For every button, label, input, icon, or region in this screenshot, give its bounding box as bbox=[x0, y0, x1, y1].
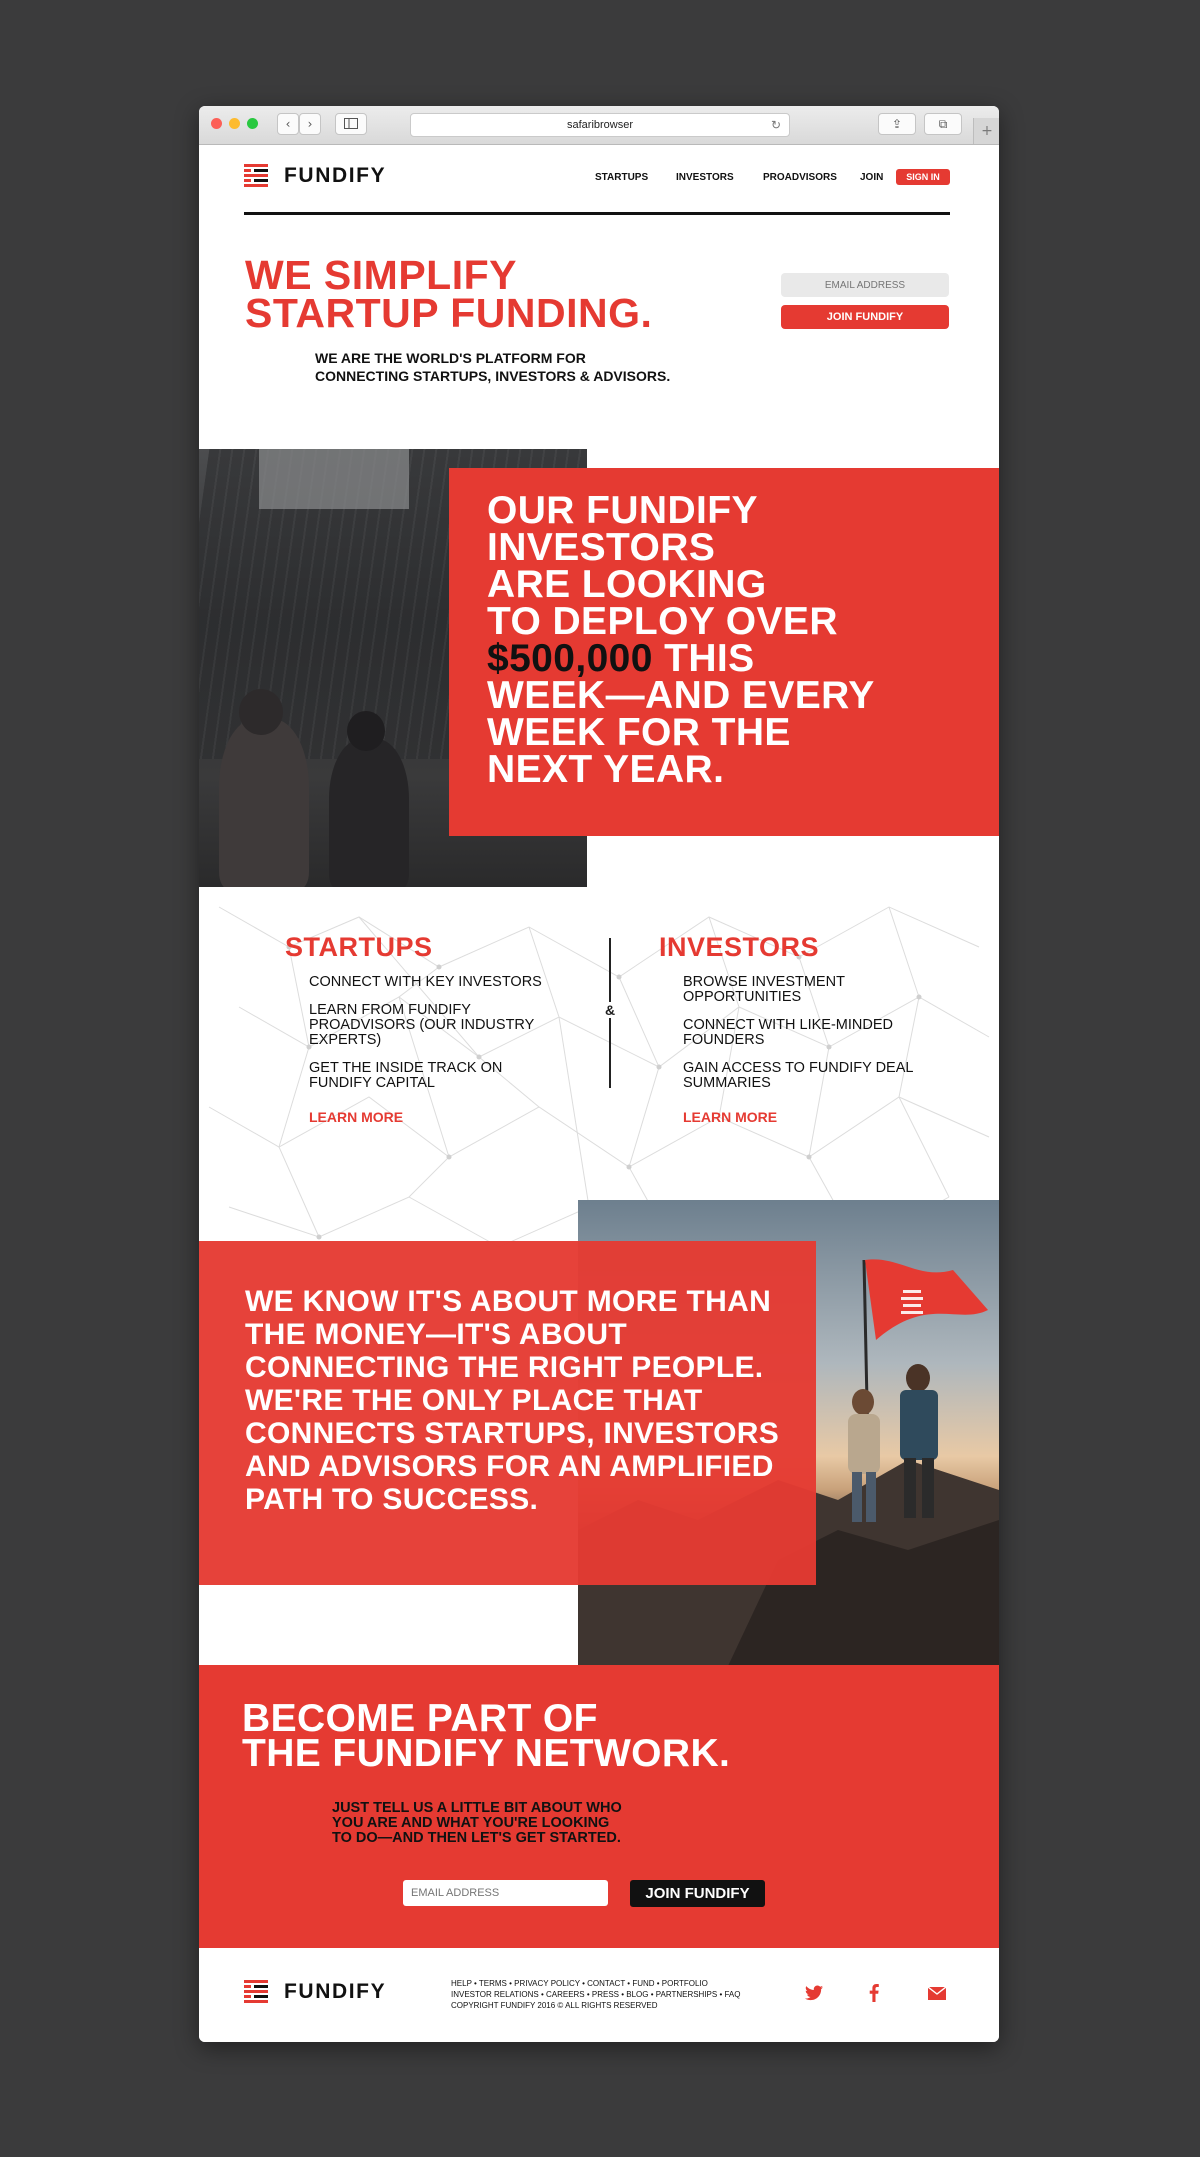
investors-list bbox=[683, 975, 953, 1104]
browser-window bbox=[199, 106, 999, 2042]
hero-subtitle bbox=[315, 349, 735, 385]
share-button[interactable]: ⇪ bbox=[878, 113, 916, 135]
list-item: BROWSE INVESTMENT OPPORTUNITIES bbox=[683, 974, 845, 1005]
zoom-window-button[interactable] bbox=[247, 118, 258, 129]
nav-links bbox=[570, 169, 950, 187]
footer-logo[interactable] bbox=[244, 1978, 387, 2004]
join-section bbox=[199, 1665, 999, 1948]
nav-link-proadvisors[interactable]: PROADVISORS bbox=[763, 172, 837, 183]
tabs-button[interactable]: ⧉ bbox=[924, 113, 962, 135]
hero-title bbox=[245, 252, 765, 336]
logo-mark-icon bbox=[244, 1980, 270, 2004]
investor-quote-panel bbox=[449, 468, 999, 836]
list-item: CONNECT WITH KEY INVESTORS bbox=[309, 974, 542, 990]
close-window-button[interactable] bbox=[211, 118, 222, 129]
logo-wordmark: FUNDIFY bbox=[284, 1980, 387, 2003]
list-item: LEARN FROM FUNDIFY PROADVISORS (OUR INDUSTRY EXPERTS) bbox=[309, 1002, 535, 1048]
address-bar[interactable] bbox=[410, 113, 790, 137]
footer-links-row[interactable]: INVESTOR RELATIONS • CAREERS • PRESS • BLOG • PARTNERSHIPS • FAQ bbox=[451, 1990, 741, 1999]
reload-icon[interactable]: ↻ bbox=[770, 118, 781, 132]
join-email-input[interactable] bbox=[403, 1880, 608, 1906]
copyright: COPYRIGHT FUNDIFY 2016 © ALL RIGHTS RESERVED bbox=[451, 2001, 658, 2010]
nav-link-startups[interactable]: STARTUPS bbox=[595, 172, 649, 183]
new-tab-button[interactable]: + bbox=[973, 118, 999, 144]
minimize-window-button[interactable] bbox=[229, 118, 240, 129]
hero-subtitle-line: CONNECTING STARTUPS, INVESTORS & ADVISORS. bbox=[315, 368, 671, 384]
twitter-icon[interactable] bbox=[803, 1982, 825, 2004]
list-item: GAIN ACCESS TO FUNDIFY DEAL SUMMARIES bbox=[683, 1060, 913, 1091]
footer-links-row[interactable]: HELP • TERMS • PRIVACY POLICY • CONTACT • FUND • PORTFOLIO bbox=[451, 1979, 708, 1988]
site-logo[interactable] bbox=[244, 162, 387, 188]
site-nav bbox=[244, 162, 950, 192]
hero-title-line: WE SIMPLIFY bbox=[245, 252, 517, 298]
investors-learn-more-link[interactable]: LEARN MORE bbox=[683, 1109, 778, 1125]
hero-join-button[interactable]: JOIN FUNDIFY bbox=[781, 305, 949, 329]
startups-learn-more-link[interactable]: LEARN MORE bbox=[309, 1109, 404, 1125]
sidebar-toggle-button[interactable] bbox=[335, 113, 367, 135]
list-item: GET THE INSIDE TRACK ON FUNDIFY CAPITAL bbox=[309, 1060, 503, 1091]
ampersand: & bbox=[604, 1002, 616, 1018]
logo-wordmark: FUNDIFY bbox=[284, 164, 387, 187]
logo-mark-icon bbox=[244, 164, 270, 188]
investor-quote: OUR FUNDIFY INVESTORS ARE LOOKING TO DEPLOY OVER $500,000 THIS WEEK—AND EVERY WEEK FOR THE NEXT YEAR. bbox=[487, 489, 875, 791]
footer-links bbox=[451, 1978, 771, 2011]
startups-title: STARTUPS bbox=[285, 932, 433, 962]
forward-button[interactable]: › bbox=[299, 113, 321, 135]
deploy-amount: $500,000 bbox=[487, 637, 653, 680]
about-panel bbox=[199, 1241, 816, 1585]
join-title: BECOME PART OF THE FUNDIFY NETWORK. bbox=[242, 1697, 731, 1775]
join-fundify-button[interactable]: JOIN FUNDIFY bbox=[630, 1880, 765, 1907]
sidebar-icon bbox=[344, 118, 358, 129]
about-text: WE KNOW IT'S ABOUT MORE THAN THE MONEY—IT'S ABOUT CONNECTING THE RIGHT PEOPLE. WE'RE THE ONLY PLACE THAT CONNECTS STARTUPS, INVESTORS AND ADVISORS FOR AN AMPLIFIED PATH TO SUCCESS. bbox=[245, 1285, 780, 1516]
browser-toolbar bbox=[199, 106, 999, 145]
hero-title-line: STARTUP FUNDING. bbox=[245, 290, 653, 336]
site-footer bbox=[199, 1948, 999, 2042]
url-text: safaribrowser bbox=[566, 119, 634, 131]
nav-divider bbox=[244, 212, 950, 215]
mail-icon[interactable] bbox=[926, 1982, 948, 2004]
list-item: CONNECT WITH LIKE-MINDED FOUNDERS bbox=[683, 1017, 893, 1048]
nav-link-investors[interactable]: INVESTORS bbox=[676, 172, 734, 183]
startups-list bbox=[309, 975, 579, 1104]
facebook-icon[interactable] bbox=[863, 1982, 885, 2004]
hero-email-input[interactable] bbox=[781, 273, 949, 297]
join-subtitle: JUST TELL US A LITTLE BIT ABOUT WHO YOU ARE AND WHAT YOU'RE LOOKING TO DO—AND THEN LET'S GET STARTED. bbox=[332, 1800, 622, 1846]
nav-link-join[interactable]: JOIN bbox=[860, 172, 884, 183]
investors-title: INVESTORS bbox=[659, 932, 820, 962]
sign-in-button[interactable]: SIGN IN bbox=[896, 169, 950, 185]
hero-subtitle-line: WE ARE THE WORLD'S PLATFORM FOR bbox=[315, 350, 586, 366]
back-button[interactable]: ‹ bbox=[277, 113, 299, 135]
